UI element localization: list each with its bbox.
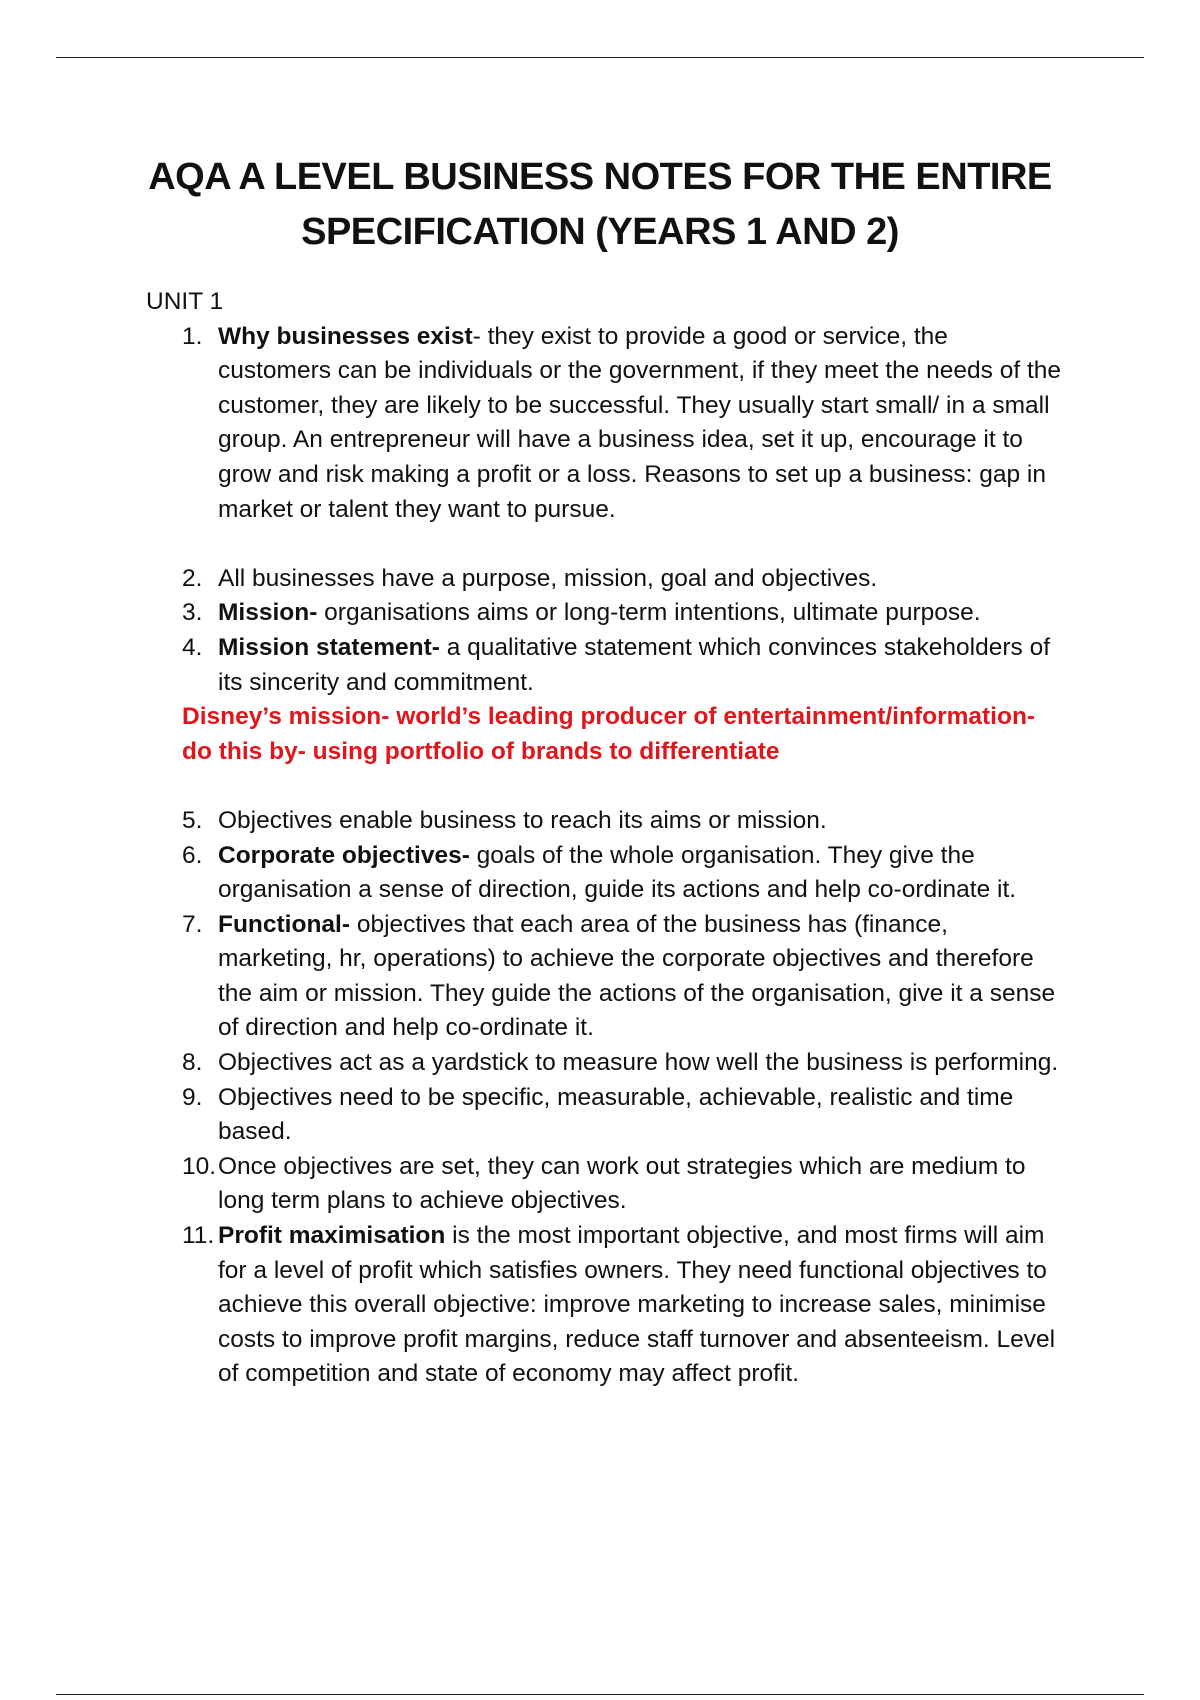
list-item-8 [146, 1046, 1066, 1081]
item-text: a qualitative statement which convinces stakeholders of its sincerity and commitment. [218, 633, 1051, 696]
item-text: - they exist to provide a good or service, the customers can be individuals or the government, if they meet the needs of the customer, they are likely to be successful. They usually start small/ in a small group. An entrepreneur will have a business idea, set it up, encourage it to grow and risk making a profit or a loss. Reasons to set up a business: gap in market or talent they want to pursue. [218, 322, 1062, 523]
item-text: All businesses have a purpose, mission, goal and objectives. [218, 564, 878, 592]
highlight-line-2: do this by- using portfolio of brands to differentiate [182, 737, 780, 765]
item-text: organisations aims or long-term intentions, ultimate purpose. [317, 599, 981, 627]
item-number: 6. [182, 841, 203, 869]
list-item-10 [146, 1150, 1066, 1219]
spacer [146, 769, 1066, 804]
item-term: Corporate objectives- [218, 841, 470, 869]
document-title [0, 150, 1200, 260]
title-line-1: AQA A LEVEL BUSINESS NOTES FOR THE ENTIRE [148, 156, 1052, 198]
item-term: Profit maximisation [218, 1222, 446, 1250]
disney-mission-highlight [146, 700, 1066, 769]
item-text: Once objectives are set, they can work out strategies which are medium to long term plans to achieve objectives. [218, 1152, 1026, 1215]
item-term: Mission- [218, 599, 318, 627]
item-text: Objectives enable business to reach its aims or mission. [218, 806, 827, 834]
item-term: Functional- [218, 910, 351, 938]
list-item-3 [146, 596, 1066, 631]
item-number: 10. [182, 1152, 217, 1180]
item-text: Objectives act as a yardstick to measure how well the business is performing. [218, 1049, 1059, 1077]
spacer [146, 527, 1066, 562]
list-item-6 [146, 839, 1066, 908]
list-item-9 [146, 1081, 1066, 1150]
item-text: goals of the whole organisation. They give the organisation a sense of direction, guide its actions and help co-ordinate it. [218, 841, 1017, 904]
top-rule [56, 57, 1144, 58]
list-item-7 [146, 908, 1066, 1046]
item-text: Objectives need to be specific, measurable, achievable, realistic and time based. [218, 1083, 1014, 1146]
list-item-4 [146, 631, 1066, 700]
item-number: 7. [182, 910, 203, 938]
document-body [146, 285, 1066, 1392]
item-term: Mission statement- [218, 633, 440, 661]
list-item-11 [146, 1219, 1066, 1392]
item-text: objectives that each area of the business has (finance, marketing, hr, operations) to achieve the corporate objectives and therefore the aim or mission. They guide the actions of the organisation, give it a sense of direction and help co-ordinate it. [218, 910, 1056, 1042]
item-term: Why businesses exist [218, 322, 473, 350]
item-text: is the most important objective, and most firms will aim for a level of profit which satisfies owners. They need functional objectives to achieve this overall objective: improve marketing to increase sales, minimise costs to improve profit margins, reduce staff turnover and absenteeism. Level of competition and state of economy may affect profit. [218, 1222, 1056, 1388]
item-number: 5. [182, 806, 203, 834]
item-number: 9. [182, 1083, 203, 1111]
highlight-line-1: Disney’s mission- world’s leading producer of entertainment/information- [182, 703, 1036, 731]
item-number: 11. [182, 1222, 215, 1250]
item-number: 8. [182, 1049, 203, 1077]
item-number: 4. [182, 633, 203, 661]
unit-heading: UNIT 1 [146, 288, 224, 315]
list-item-1 [146, 320, 1066, 528]
title-line-2: SPECIFICATION (YEARS 1 AND 2) [301, 211, 899, 253]
item-number: 2. [182, 564, 203, 592]
bottom-rule [56, 1694, 1144, 1695]
item-number: 1. [182, 322, 203, 350]
list-item-2 [146, 562, 1066, 597]
list-item-5 [146, 804, 1066, 839]
item-number: 3. [182, 599, 203, 627]
